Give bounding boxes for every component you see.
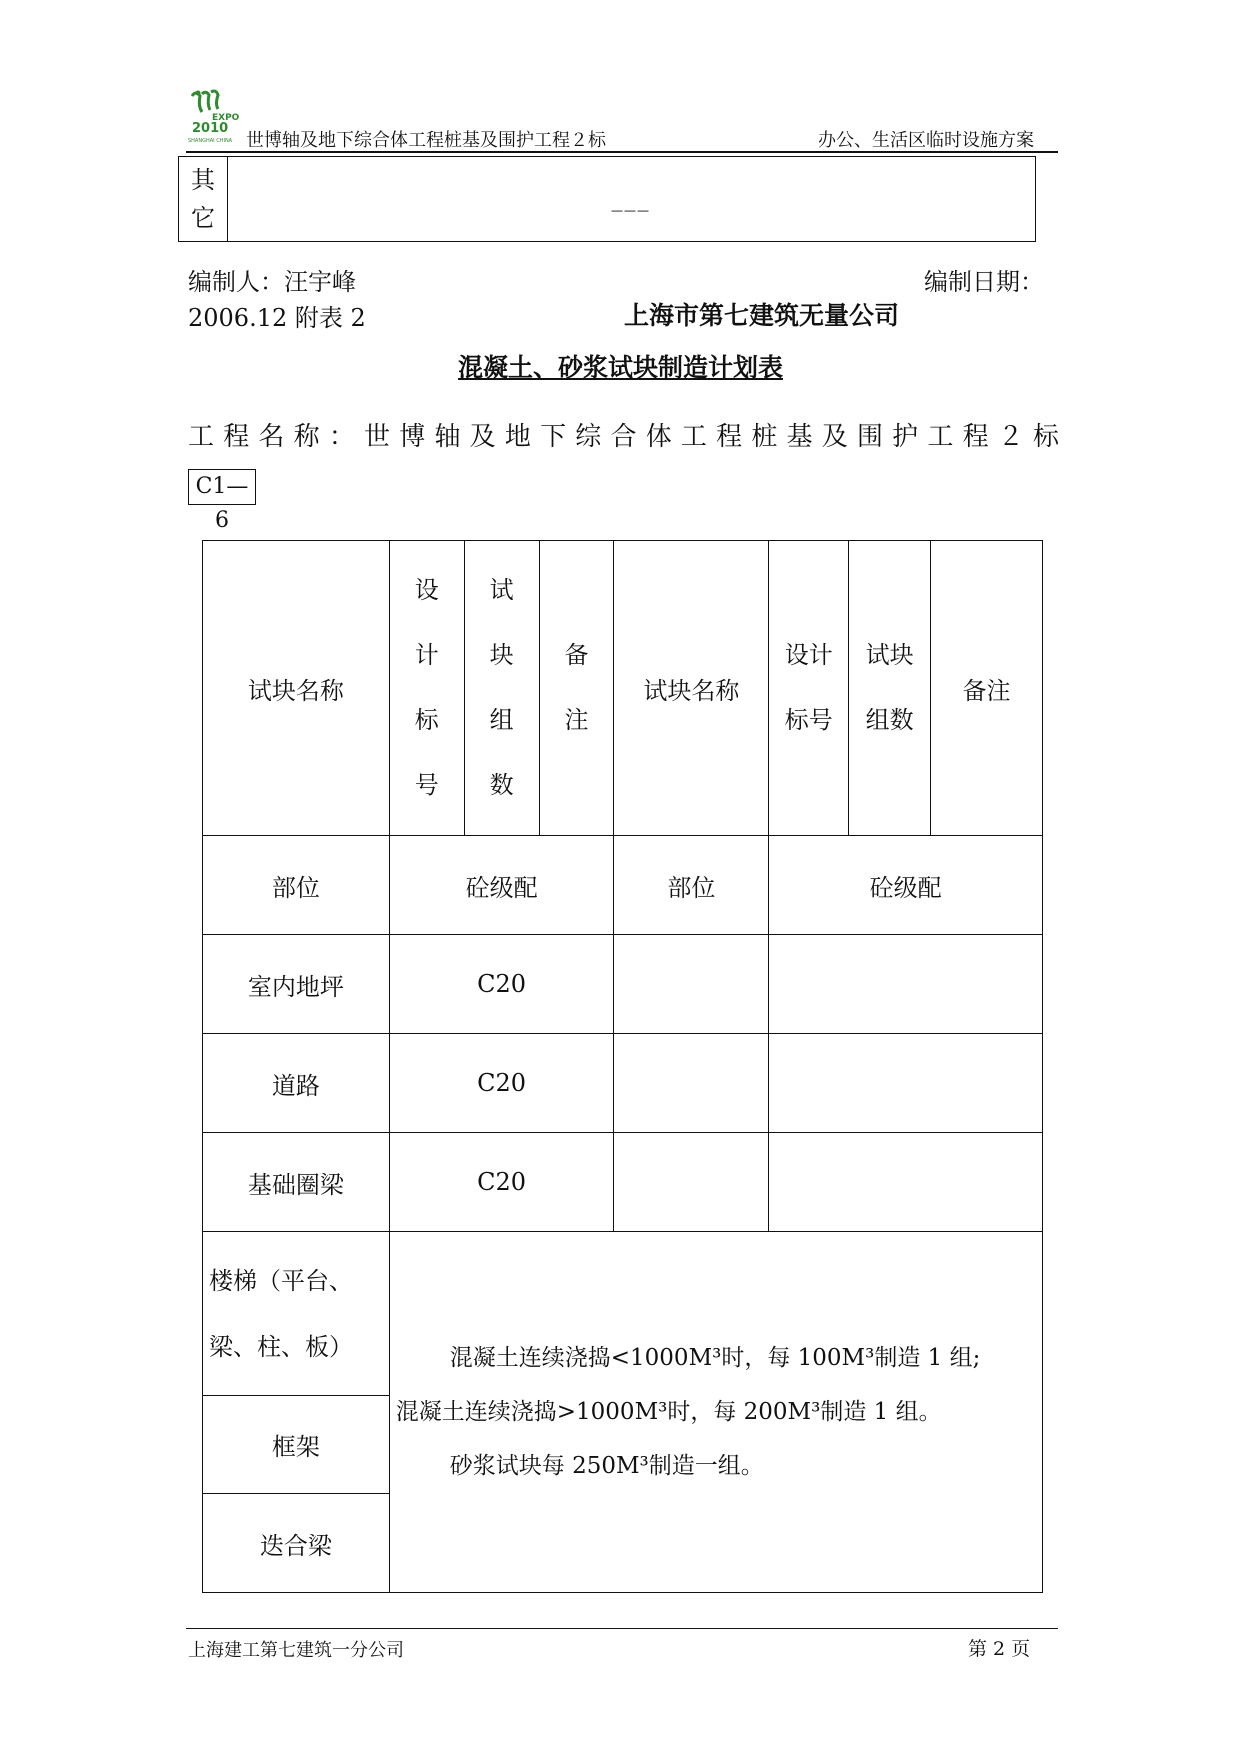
table-row (203, 1034, 1043, 1133)
row-mix: C20 (389, 1133, 614, 1232)
svg-text:SHANGHAI CHINA: SHANGHAI CHINA (188, 138, 233, 144)
page-title: 混凝土、砂浆试块制造计划表 (457, 353, 783, 382)
footer-company: 上海建工第七建筑一分公司 (188, 1640, 404, 1661)
row-part: 基础圈梁 (203, 1133, 390, 1232)
sampling-rules-note (389, 1232, 1042, 1593)
row-part-frame: 框架 (203, 1396, 390, 1494)
col-header-grade: 设计标号 (389, 541, 464, 836)
subheader-part-2: 部位 (614, 836, 769, 935)
project-name: 工程名称：世博轴及地下综合体工程桩基及围护工程２标 (188, 422, 1060, 452)
col-header-groups: 试块组数 (464, 541, 539, 836)
row-mix-2 (769, 935, 1043, 1034)
row-part-2 (614, 935, 769, 1034)
other-label: 其它 (179, 157, 228, 241)
header-row (203, 541, 1043, 836)
header-project-title: 世博轴及地下综合体工程桩基及围护工程２标 (246, 130, 606, 151)
col-header-name-2: 试块名称 (614, 541, 769, 836)
table-row (203, 1232, 1043, 1396)
form-code: C1—6 (188, 469, 256, 505)
subheader-row (203, 836, 1043, 935)
row-mix: C20 (389, 1034, 614, 1133)
page-number: 第 2 页 (968, 1638, 1031, 1660)
date-and-attachment: 2006.12 附表 2 (188, 304, 366, 332)
col-header-grade-2: 设计标号 (769, 541, 849, 836)
row-part: 道路 (203, 1034, 390, 1133)
col-header-name: 试块名称 (203, 541, 390, 836)
subheader-mix: 砼级配 (389, 836, 614, 935)
row-mix: C20 (389, 935, 614, 1034)
row-part-composite-beam: 迭合梁 (203, 1494, 390, 1593)
note-line: 混凝土连续浇捣>1000M³时，每 200M³制造 1 组。 (395, 1399, 942, 1425)
subheader-part: 部位 (203, 836, 390, 935)
col-header-groups-2: 试块组数 (849, 541, 931, 836)
footer-rule (186, 1628, 1058, 1629)
header-rule (186, 151, 1058, 153)
company-name: 上海市第七建筑无量公司 (624, 301, 900, 330)
note-line: 混凝土连续浇捣<1000M³时，每 100M³制造 1 组; (449, 1345, 981, 1371)
row-part-2 (614, 1133, 769, 1232)
subheader-mix-2: 砼级配 (769, 836, 1043, 935)
header-document-title: 办公、生活区临时设施方案 (818, 130, 1034, 151)
svg-text:2010: 2010 (192, 121, 229, 136)
row-part-2 (614, 1034, 769, 1133)
table-row (203, 1133, 1043, 1232)
test-block-plan-table (202, 540, 1043, 1593)
table-row (203, 935, 1043, 1034)
row-part-stairs: 楼梯（平台、梁、柱、板） (203, 1232, 390, 1396)
compiler: 编制人：汪宇峰 (188, 268, 356, 296)
date-label: 编制日期： (924, 268, 1044, 296)
row-mix-2 (769, 1133, 1043, 1232)
col-header-note: 备注 (539, 541, 614, 836)
row-part: 室内地坪 (203, 935, 390, 1034)
svg-text:EXPO: EXPO (212, 113, 240, 123)
expo-2010-logo (186, 88, 242, 146)
note-line: 砂浆试块每 250M³制造一组。 (449, 1453, 764, 1479)
other-row-table (178, 156, 1036, 242)
row-mix-2 (769, 1034, 1043, 1133)
other-value: ___ (611, 186, 651, 212)
col-header-note-2: 备注 (931, 541, 1043, 836)
